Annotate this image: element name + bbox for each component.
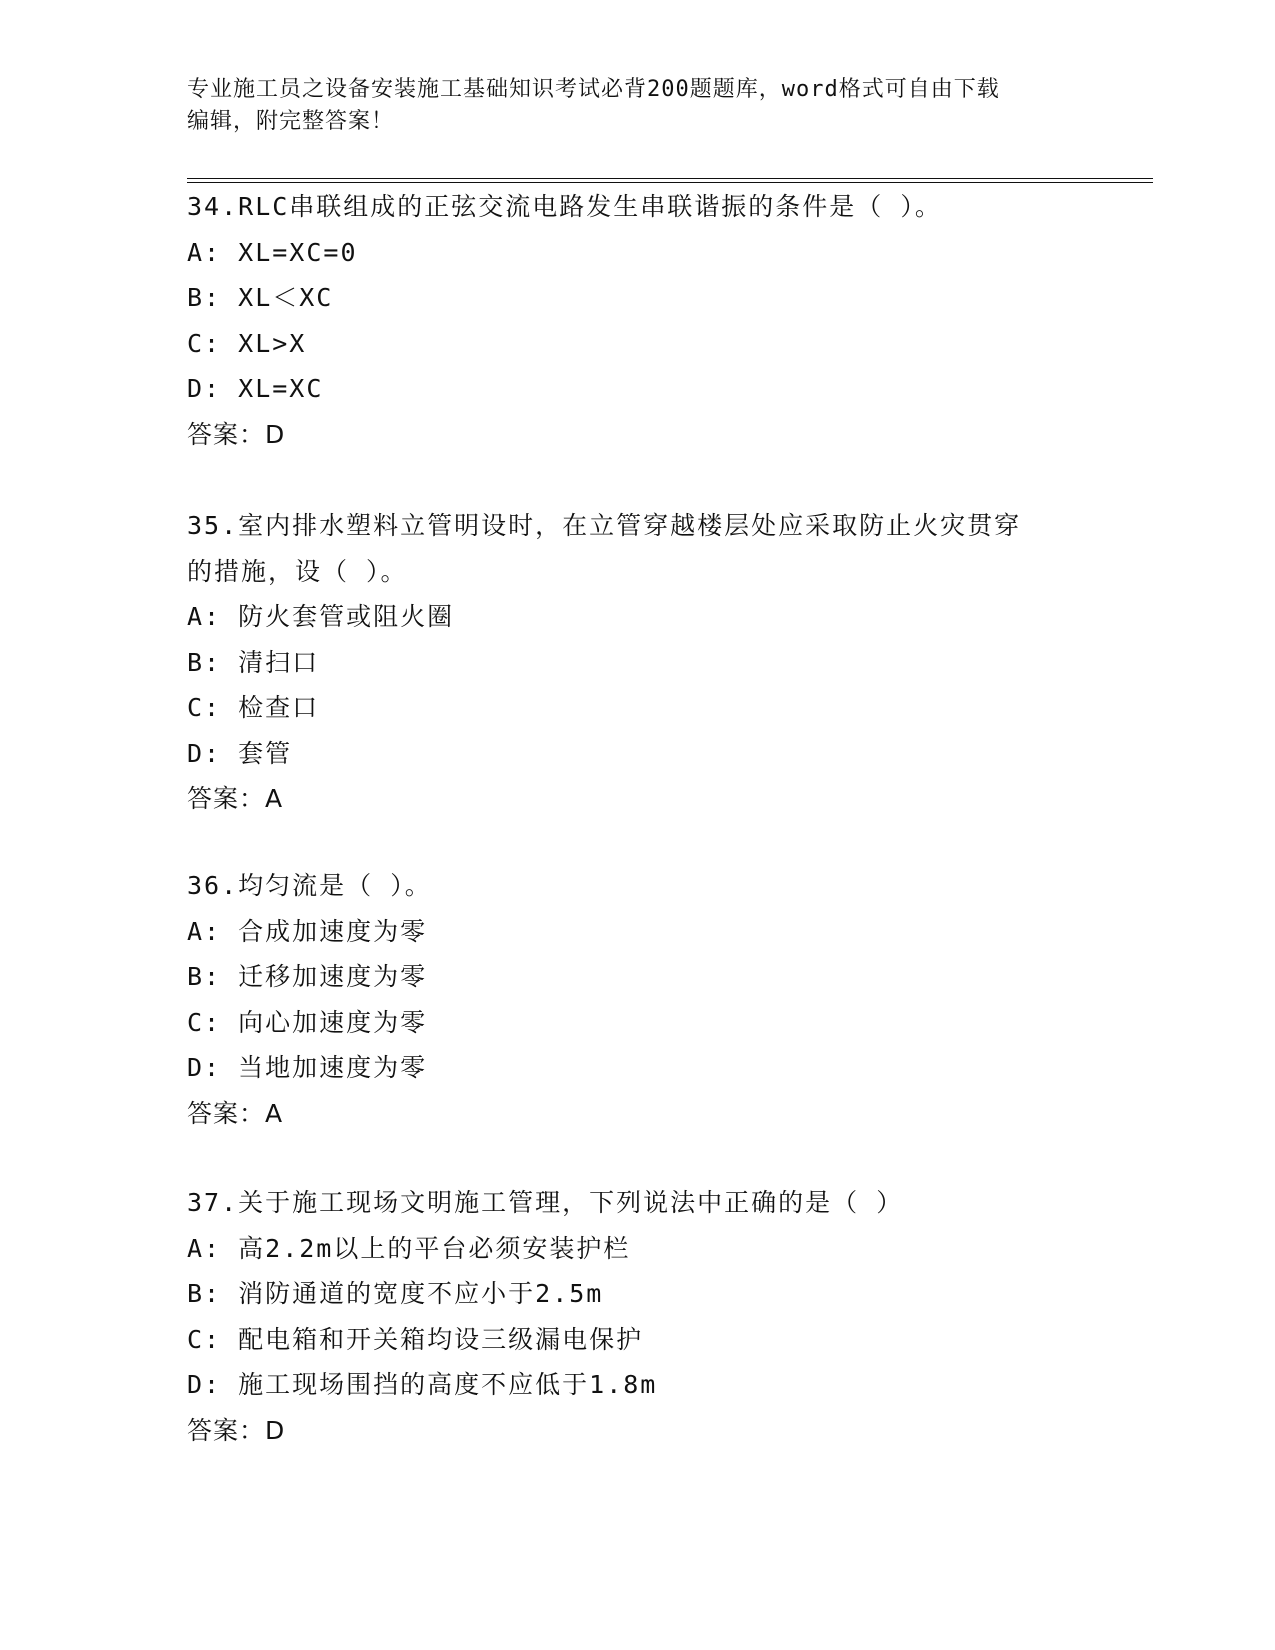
header-title-line-2: 编辑，附完整答案！ — [187, 109, 395, 134]
option-d: D: XL=XC — [187, 374, 324, 403]
header-title-line-1: 专业施工员之设备安装施工基础知识考试必背200题题库，word格式可自由下载 — [187, 77, 1000, 102]
question-37 — [187, 1180, 1087, 1453]
document-header — [187, 74, 1067, 138]
option-a: A: 高2.2m以上的平台必须安装护栏 — [187, 1233, 631, 1263]
option-c: C: 配电箱和开关箱均设三级漏电保护 — [187, 1324, 644, 1354]
option-d: D: 套管 — [187, 738, 293, 768]
option-c: C: 向心加速度为零 — [187, 1007, 428, 1037]
divider-line-bottom — [187, 182, 1153, 183]
option-b: B: 清扫口 — [187, 647, 320, 677]
option-a: A: XL=XC=0 — [187, 237, 358, 267]
question-stem: 37.关于施工现场文明施工管理，下列说法中正确的是（ ） — [187, 1188, 904, 1217]
question-stem: 36.均匀流是（ ）。 — [187, 871, 432, 900]
question-stem-line-1: 35.室内排水塑料立管明设时，在立管穿越楼层处应采取防止火灾贯穿 — [187, 511, 1022, 540]
question-34 — [187, 184, 1087, 457]
answer-label: 答案：D — [187, 419, 286, 449]
option-c: C: 检查口 — [187, 693, 320, 722]
answer-label: 答案：D — [187, 1415, 286, 1445]
option-b: B: 迁移加速度为零 — [187, 962, 428, 991]
answer-label: 答案：A — [187, 1098, 284, 1128]
question-stem-line-2: 的措施，设（ ）。 — [187, 556, 408, 586]
option-d: D: 施工现场围挡的高度不应低于1.8m — [187, 1370, 658, 1399]
option-b: B: 消防通道的宽度不应小于2.5m — [187, 1279, 604, 1308]
option-c: C: XL>X — [187, 328, 307, 358]
answer-label: 答案：A — [187, 784, 284, 813]
option-b: B: XL＜XC — [187, 283, 334, 312]
option-d: D: 当地加速度为零 — [187, 1053, 428, 1082]
divider-line-top — [187, 178, 1153, 179]
header-divider — [187, 178, 1153, 183]
option-a: A: 合成加速度为零 — [187, 916, 428, 946]
option-a: A: 防火套管或阻火圈 — [187, 602, 455, 631]
question-35 — [187, 503, 1087, 822]
question-stem: 34.RLC串联组成的正弦交流电路发生串联谐振的条件是（ ）。 — [187, 192, 942, 221]
question-36 — [187, 863, 1087, 1136]
